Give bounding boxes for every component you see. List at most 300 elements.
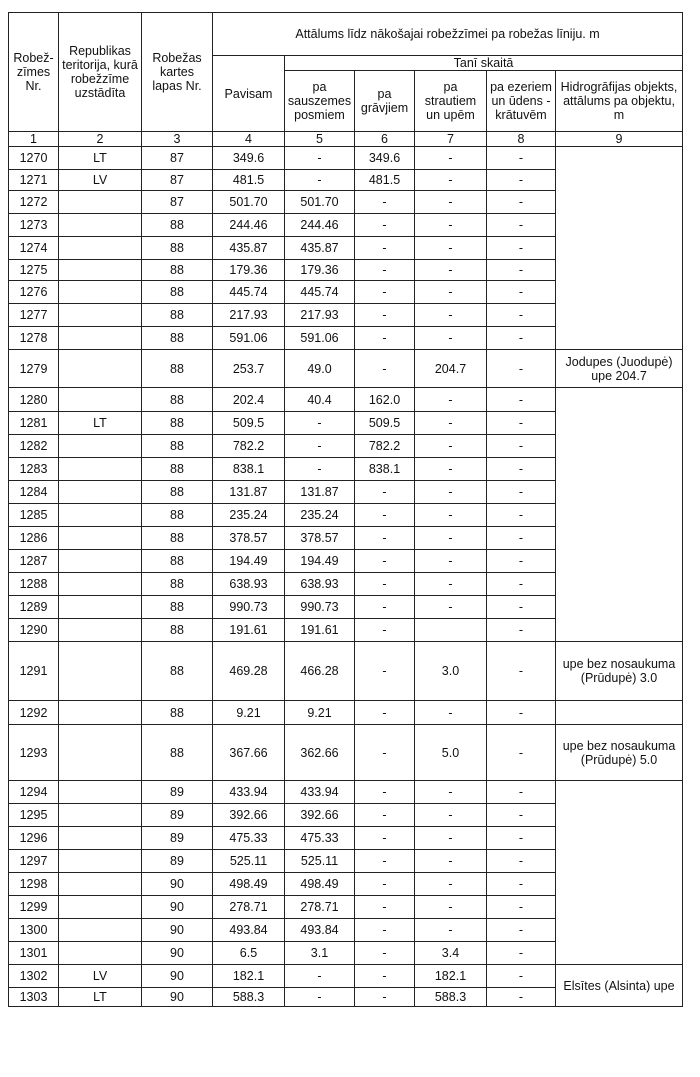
table-row [9,725,683,781]
cell-lake: - [487,237,556,260]
header-marker-nr: Robež-zīmes Nr. [9,13,59,132]
cell-marker-nr: 1274 [9,237,59,260]
table-row [9,388,683,412]
cell-lake: - [487,573,556,596]
cell-stream: - [415,481,487,504]
cell-marker-nr: 1302 [9,965,59,988]
cell-map-sheet: 89 [142,781,213,804]
cell-territory [59,388,142,412]
cell-map-sheet: 88 [142,527,213,550]
cell-hydro-empty [556,701,683,725]
cell-stream: - [415,550,487,573]
cell-stream: 5.0 [415,725,487,781]
cell-ditch: - [355,504,415,527]
cell-map-sheet: 88 [142,642,213,701]
cell-territory [59,596,142,619]
cell-ditch: - [355,850,415,873]
header-territory: Republikas teritorija, kurā robežzīme uzstādīta [59,13,142,132]
cell-territory [59,504,142,527]
cell-map-sheet: 88 [142,504,213,527]
table-row [9,965,683,988]
column-number: 3 [142,132,213,147]
cell-total: 194.49 [213,550,285,573]
cell-territory [59,350,142,388]
cell-total: 191.61 [213,619,285,642]
cell-lake: - [487,304,556,327]
cell-stream: - [415,804,487,827]
cell-land: - [285,965,355,988]
cell-total: 278.71 [213,896,285,919]
cell-marker-nr: 1279 [9,350,59,388]
cell-map-sheet: 90 [142,988,213,1007]
cell-marker-nr: 1283 [9,458,59,481]
cell-land: 244.46 [285,214,355,237]
column-number: 7 [415,132,487,147]
cell-map-sheet: 89 [142,850,213,873]
cell-marker-nr: 1285 [9,504,59,527]
cell-map-sheet: 90 [142,942,213,965]
cell-territory [59,458,142,481]
cell-lake: - [487,827,556,850]
cell-stream: - [415,827,487,850]
cell-lake: - [487,458,556,481]
cell-ditch: - [355,804,415,827]
cell-territory [59,281,142,304]
cell-map-sheet: 87 [142,191,213,214]
column-number: 4 [213,132,285,147]
cell-lake: - [487,281,556,304]
cell-total: 481.5 [213,170,285,191]
cell-total: 367.66 [213,725,285,781]
cell-marker-nr: 1289 [9,596,59,619]
cell-ditch: 509.5 [355,412,415,435]
cell-stream: - [415,191,487,214]
table-row [9,642,683,701]
cell-map-sheet: 88 [142,701,213,725]
cell-land: 392.66 [285,804,355,827]
cell-territory [59,850,142,873]
cell-marker-nr: 1292 [9,701,59,725]
cell-land: 433.94 [285,781,355,804]
header-land: pa sauszemes posmiem [285,71,355,132]
cell-territory [59,701,142,725]
cell-total: 782.2 [213,435,285,458]
header-lakes: pa ezeriem un ūdens - krātuvēm [487,71,556,132]
cell-ditch: - [355,701,415,725]
header-ditches: pa grāvjiem [355,71,415,132]
cell-lake: - [487,191,556,214]
cell-territory [59,942,142,965]
cell-ditch: - [355,191,415,214]
cell-lake: - [487,147,556,170]
cell-lake: - [487,896,556,919]
cell-ditch: - [355,481,415,504]
cell-stream: - [415,527,487,550]
cell-marker-nr: 1281 [9,412,59,435]
cell-stream: - [415,896,487,919]
cell-stream: - [415,260,487,281]
cell-ditch: 481.5 [355,170,415,191]
cell-marker-nr: 1275 [9,260,59,281]
cell-total: 498.49 [213,873,285,896]
header-distance-group: Attālums līdz nākošajai robežzīmei pa robežas līniju. m [213,13,683,56]
cell-ditch: - [355,281,415,304]
cell-lake: - [487,725,556,781]
cell-territory: LT [59,412,142,435]
cell-total: 435.87 [213,237,285,260]
cell-marker-nr: 1297 [9,850,59,873]
cell-territory [59,481,142,504]
cell-land: 525.11 [285,850,355,873]
cell-ditch: 162.0 [355,388,415,412]
cell-lake: - [487,619,556,642]
cell-ditch: - [355,942,415,965]
cell-ditch: - [355,550,415,573]
cell-territory [59,573,142,596]
cell-ditch: 349.6 [355,147,415,170]
cell-map-sheet: 88 [142,725,213,781]
cell-ditch: - [355,619,415,642]
cell-stream: 204.7 [415,350,487,388]
cell-territory: LT [59,988,142,1007]
cell-territory [59,327,142,350]
cell-map-sheet: 88 [142,237,213,260]
cell-marker-nr: 1286 [9,527,59,550]
cell-marker-nr: 1284 [9,481,59,504]
cell-map-sheet: 88 [142,458,213,481]
cell-lake: - [487,550,556,573]
column-number: 5 [285,132,355,147]
cell-total: 591.06 [213,327,285,350]
cell-map-sheet: 88 [142,260,213,281]
cell-map-sheet: 87 [142,147,213,170]
cell-territory [59,804,142,827]
cell-map-sheet: 88 [142,388,213,412]
cell-marker-nr: 1278 [9,327,59,350]
cell-lake: - [487,435,556,458]
cell-land: 493.84 [285,919,355,942]
cell-total: 6.5 [213,942,285,965]
cell-land: 378.57 [285,527,355,550]
cell-total: 838.1 [213,458,285,481]
cell-land: 498.49 [285,873,355,896]
cell-stream: - [415,147,487,170]
cell-total: 253.7 [213,350,285,388]
cell-land: 131.87 [285,481,355,504]
cell-stream: - [415,458,487,481]
header-total: Pavisam [213,56,285,132]
cell-stream: - [415,435,487,458]
cell-ditch: - [355,781,415,804]
cell-marker-nr: 1303 [9,988,59,1007]
column-number: 1 [9,132,59,147]
cell-ditch: - [355,237,415,260]
cell-total: 493.84 [213,919,285,942]
cell-stream: - [415,304,487,327]
header-hydro: Hidrogrāfijas objekts, attālums pa objektu, m [556,71,683,132]
cell-land: 217.93 [285,304,355,327]
cell-territory [59,827,142,850]
cell-land: 435.87 [285,237,355,260]
cell-lake: - [487,481,556,504]
cell-total: 182.1 [213,965,285,988]
cell-ditch: - [355,260,415,281]
cell-land: 194.49 [285,550,355,573]
cell-marker-nr: 1298 [9,873,59,896]
cell-total: 244.46 [213,214,285,237]
cell-stream: - [415,170,487,191]
cell-total: 433.94 [213,781,285,804]
cell-land: 278.71 [285,896,355,919]
cell-stream: - [415,873,487,896]
header-streams: pa strautiem un upēm [415,71,487,132]
cell-marker-nr: 1270 [9,147,59,170]
cell-total: 475.33 [213,827,285,850]
cell-stream: - [415,701,487,725]
cell-hydro: upe bez nosaukuma (Prūdupė) 3.0 [556,642,683,701]
cell-lake: - [487,214,556,237]
cell-total: 392.66 [213,804,285,827]
cell-marker-nr: 1282 [9,435,59,458]
cell-territory [59,919,142,942]
cell-land: 591.06 [285,327,355,350]
cell-stream: 182.1 [415,965,487,988]
cell-stream: - [415,327,487,350]
cell-map-sheet: 90 [142,873,213,896]
cell-ditch: - [355,527,415,550]
cell-lake: - [487,388,556,412]
cell-marker-nr: 1287 [9,550,59,573]
cell-stream: - [415,504,487,527]
cell-stream: - [415,850,487,873]
cell-hydro-empty [556,388,683,642]
cell-land: 475.33 [285,827,355,850]
cell-lake: - [487,988,556,1007]
cell-map-sheet: 88 [142,596,213,619]
cell-total: 131.87 [213,481,285,504]
cell-total: 202.4 [213,388,285,412]
cell-ditch: - [355,350,415,388]
table-row [9,147,683,170]
cell-marker-nr: 1273 [9,214,59,237]
cell-ditch: - [355,965,415,988]
column-number: 8 [487,132,556,147]
cell-map-sheet: 88 [142,435,213,458]
cell-map-sheet: 87 [142,170,213,191]
cell-stream: - [415,781,487,804]
cell-lake: - [487,942,556,965]
cell-marker-nr: 1288 [9,573,59,596]
cell-territory [59,527,142,550]
cell-land: 362.66 [285,725,355,781]
cell-ditch: - [355,988,415,1007]
cell-land: 9.21 [285,701,355,725]
cell-territory [59,896,142,919]
cell-lake: - [487,527,556,550]
cell-marker-nr: 1300 [9,919,59,942]
cell-hydro: Jodupes (Juodupė) upe 204.7 [556,350,683,388]
cell-marker-nr: 1272 [9,191,59,214]
cell-land: 501.70 [285,191,355,214]
cell-map-sheet: 88 [142,573,213,596]
cell-ditch: - [355,596,415,619]
cell-stream: - [415,919,487,942]
table-row [9,350,683,388]
cell-stream: - [415,388,487,412]
cell-map-sheet: 88 [142,281,213,304]
cell-stream: - [415,237,487,260]
cell-land: - [285,412,355,435]
cell-lake: - [487,642,556,701]
cell-marker-nr: 1277 [9,304,59,327]
cell-ditch: - [355,304,415,327]
cell-map-sheet: 90 [142,919,213,942]
cell-map-sheet: 90 [142,965,213,988]
cell-total: 217.93 [213,304,285,327]
cell-territory [59,214,142,237]
cell-marker-nr: 1293 [9,725,59,781]
cell-lake: - [487,412,556,435]
cell-total: 235.24 [213,504,285,527]
cell-stream: 3.0 [415,642,487,701]
cell-land: 179.36 [285,260,355,281]
cell-land: 638.93 [285,573,355,596]
cell-marker-nr: 1271 [9,170,59,191]
cell-map-sheet: 88 [142,550,213,573]
cell-ditch: - [355,214,415,237]
cell-land: 445.74 [285,281,355,304]
cell-land: 49.0 [285,350,355,388]
cell-map-sheet: 88 [142,327,213,350]
cell-territory [59,550,142,573]
cell-map-sheet: 88 [142,214,213,237]
cell-territory [59,725,142,781]
cell-land: 3.1 [285,942,355,965]
cell-marker-nr: 1296 [9,827,59,850]
cell-land: - [285,170,355,191]
cell-land: 466.28 [285,642,355,701]
cell-stream [415,619,487,642]
cell-ditch: 782.2 [355,435,415,458]
cell-map-sheet: 88 [142,350,213,388]
cell-total: 638.93 [213,573,285,596]
table-row [9,701,683,725]
cell-ditch: - [355,642,415,701]
cell-lake: - [487,170,556,191]
cell-territory [59,237,142,260]
cell-ditch: 838.1 [355,458,415,481]
cell-territory: LV [59,965,142,988]
cell-stream: - [415,412,487,435]
cell-land: 235.24 [285,504,355,527]
cell-marker-nr: 1291 [9,642,59,701]
header-including-group: Tanī skaitā [285,56,683,71]
cell-lake: - [487,919,556,942]
cell-land: - [285,458,355,481]
cell-hydro: upe bez nosaukuma (Prūdupė) 5.0 [556,725,683,781]
cell-map-sheet: 90 [142,896,213,919]
cell-territory [59,304,142,327]
cell-stream: - [415,573,487,596]
cell-total: 525.11 [213,850,285,873]
cell-territory: LT [59,147,142,170]
cell-ditch: - [355,827,415,850]
cell-total: 588.3 [213,988,285,1007]
cell-total: 501.70 [213,191,285,214]
cell-stream: 588.3 [415,988,487,1007]
cell-total: 990.73 [213,596,285,619]
cell-lake: - [487,850,556,873]
border-markers-table [8,12,683,1007]
cell-territory [59,435,142,458]
cell-hydro-empty [556,147,683,350]
cell-marker-nr: 1276 [9,281,59,304]
cell-land: - [285,147,355,170]
cell-map-sheet: 88 [142,619,213,642]
cell-total: 349.6 [213,147,285,170]
cell-ditch: - [355,573,415,596]
cell-stream: - [415,596,487,619]
cell-map-sheet: 88 [142,412,213,435]
cell-lake: - [487,701,556,725]
cell-lake: - [487,804,556,827]
cell-territory [59,642,142,701]
cell-lake: - [487,596,556,619]
cell-marker-nr: 1295 [9,804,59,827]
cell-ditch: - [355,725,415,781]
cell-lake: - [487,350,556,388]
cell-stream: - [415,214,487,237]
cell-map-sheet: 88 [142,304,213,327]
cell-territory [59,260,142,281]
cell-marker-nr: 1299 [9,896,59,919]
cell-total: 179.36 [213,260,285,281]
cell-marker-nr: 1290 [9,619,59,642]
cell-total: 9.21 [213,701,285,725]
cell-territory [59,781,142,804]
cell-hydro-empty [556,781,683,965]
column-number: 9 [556,132,683,147]
cell-lake: - [487,504,556,527]
cell-ditch: - [355,873,415,896]
cell-lake: - [487,965,556,988]
cell-map-sheet: 88 [142,481,213,504]
cell-stream: - [415,281,487,304]
cell-territory [59,873,142,896]
cell-land: - [285,988,355,1007]
cell-lake: - [487,260,556,281]
cell-territory: LV [59,170,142,191]
cell-land: 990.73 [285,596,355,619]
cell-land: - [285,435,355,458]
cell-territory [59,191,142,214]
cell-marker-nr: 1280 [9,388,59,412]
column-number: 2 [59,132,142,147]
cell-land: 191.61 [285,619,355,642]
cell-marker-nr: 1294 [9,781,59,804]
column-number: 6 [355,132,415,147]
cell-total: 378.57 [213,527,285,550]
cell-lake: - [487,327,556,350]
cell-marker-nr: 1301 [9,942,59,965]
cell-territory [59,619,142,642]
table-row [9,781,683,804]
cell-map-sheet: 89 [142,804,213,827]
cell-lake: - [487,781,556,804]
cell-ditch: - [355,919,415,942]
cell-total: 445.74 [213,281,285,304]
cell-map-sheet: 89 [142,827,213,850]
